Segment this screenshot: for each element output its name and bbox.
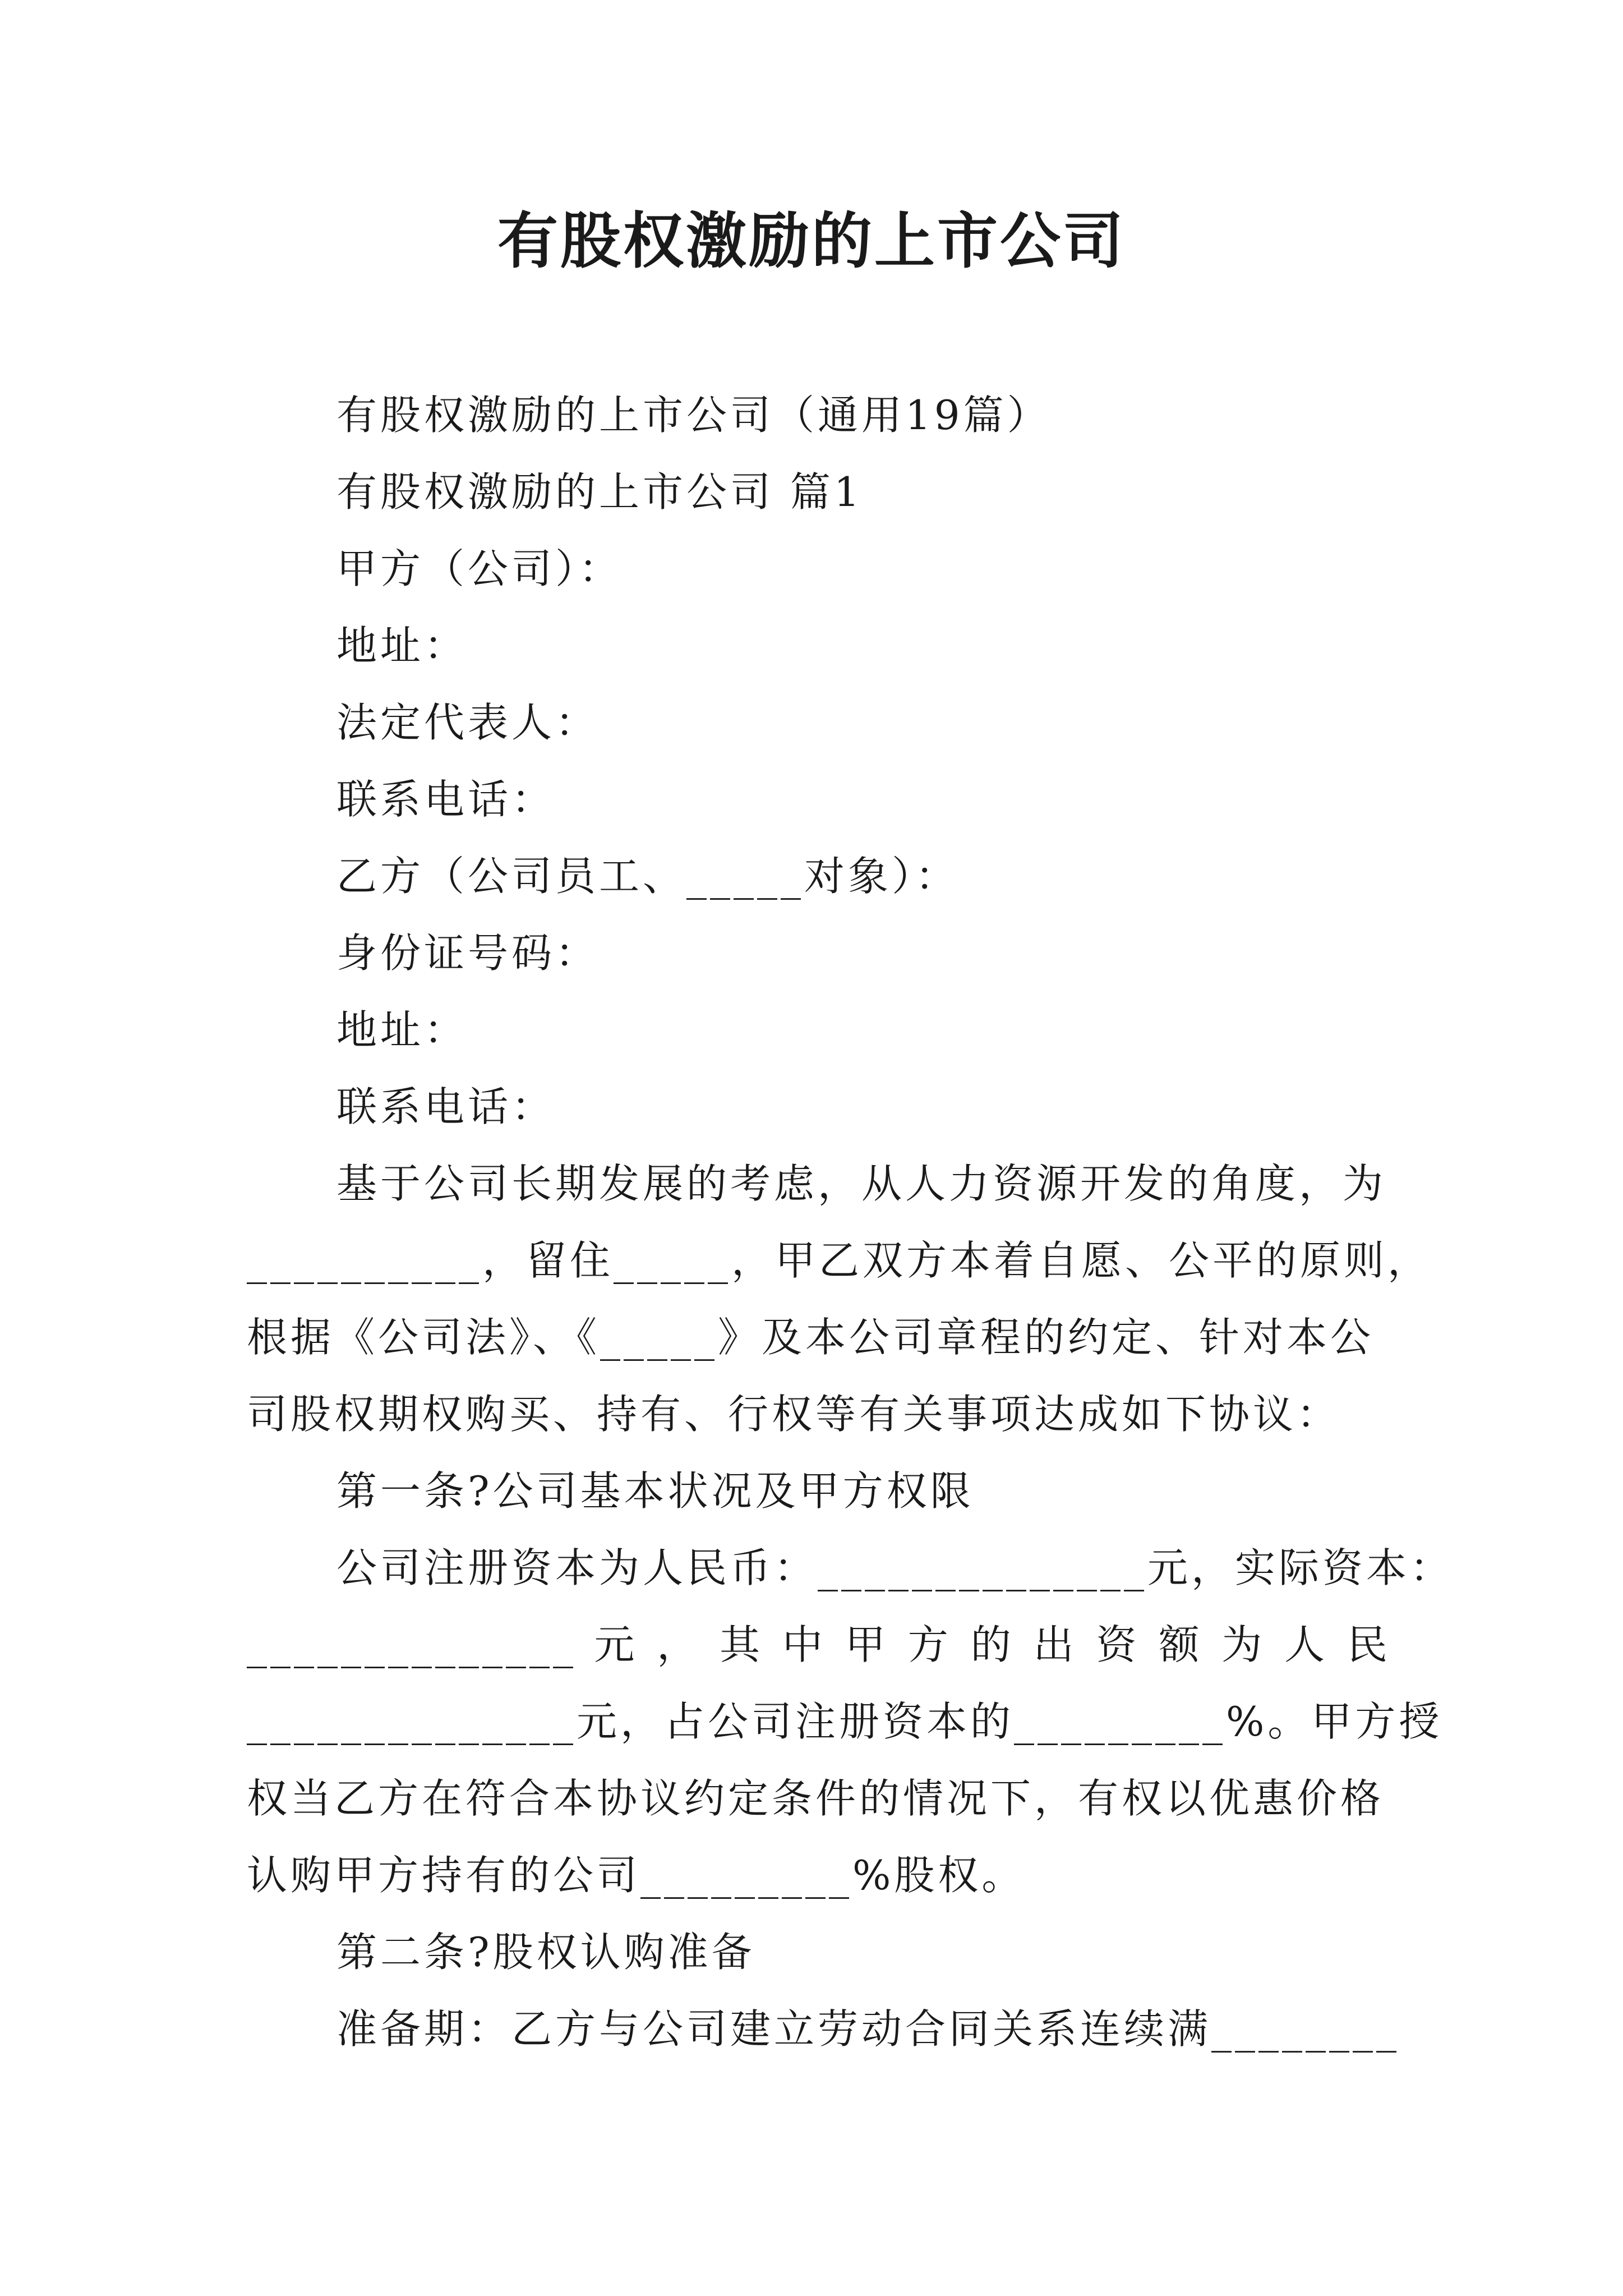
preamble-line-1: 基于公司长期发展的考虑，从人力资源开发的角度，为 — [336, 1160, 1387, 1207]
party-b-label: 乙方（公司员工、_____对象）： — [336, 853, 960, 900]
article-1-line-2: ______________ 元 ， 其 中 甲 方 的 出 资 额 为 人 民 — [247, 1621, 1391, 1668]
subtitle-line: 有股权激励的上市公司（通用19篇） — [336, 392, 1051, 439]
preamble-line-2: __________，留住_____，甲乙双方本着自愿、公平的原则， — [247, 1237, 1432, 1284]
party-a-label: 甲方（公司）： — [336, 545, 623, 592]
legal-representative-label: 法定代表人： — [336, 699, 600, 746]
article-1-line-1: 公司注册资本为人民币：______________元，实际资本： — [336, 1544, 1454, 1591]
document-body — [247, 377, 1454, 2068]
article-1-line-3: ______________元，占公司注册资本的_________%。甲方授 — [247, 1698, 1443, 1745]
id-number-label: 身份证号码： — [336, 930, 600, 977]
article-1-line-5: 认购甲方持有的公司_________%股权。 — [247, 1852, 1026, 1899]
party-b-address-label: 地址： — [336, 1006, 468, 1053]
party-a-address-label: 地址： — [336, 622, 468, 669]
section-heading: 有股权激励的上市公司 篇1 — [336, 468, 863, 516]
party-a-phone-label: 联系电话： — [336, 776, 556, 823]
preamble-line-3: 根据《公司法》、《_____》及本公司章程的约定、针对本公 — [247, 1314, 1375, 1361]
document-title: 有股权激励的上市公司 — [497, 206, 1126, 277]
article-2-line-1: 准备期：乙方与公司建立劳动合同关系连续满________ — [336, 2005, 1400, 2053]
preamble-line-4: 司股权期权购买、持有、行权等有关事项达成如下协议： — [247, 1391, 1341, 1438]
article-1-heading: 第一条?公司基本状况及甲方权限 — [336, 1467, 974, 1515]
party-b-phone-label: 联系电话： — [336, 1083, 556, 1130]
article-2-heading: 第二条?股权认购准备 — [336, 1929, 755, 1976]
article-1-line-4: 权当乙方在符合本协议约定条件的情况下，有权以优惠价格 — [247, 1775, 1385, 1822]
